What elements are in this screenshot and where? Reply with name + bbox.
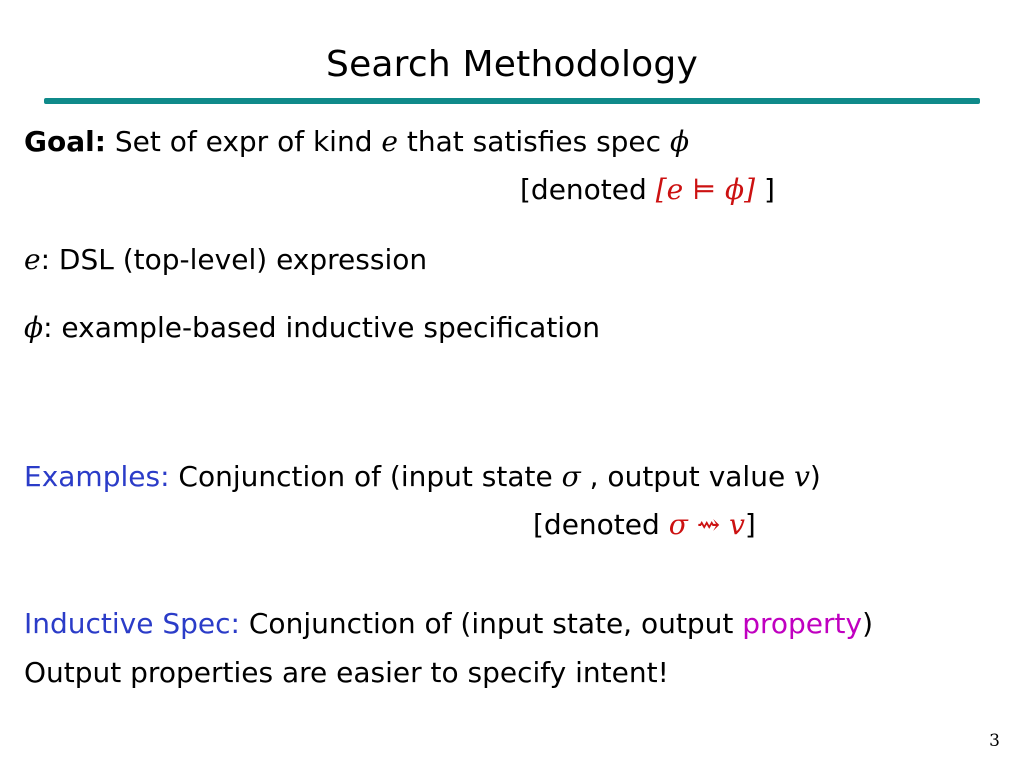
goal-line (24, 124, 689, 160)
phi-symbol: ϕ (24, 311, 44, 344)
goal-symbol-e: e (381, 125, 398, 158)
sigma-symbol: σ (561, 460, 581, 493)
e-definition-line (24, 242, 427, 278)
goal-denoted-line (520, 172, 775, 208)
inductive-spec-text-a: Conjunction of (input state, output (239, 607, 743, 640)
page-number: 3 (989, 731, 1000, 751)
property-word: property (742, 607, 863, 640)
goal-denoted-close: ] (755, 173, 775, 206)
v-symbol: v (794, 460, 810, 493)
title-underline (44, 98, 980, 104)
goal-label: Goal: (24, 125, 106, 158)
goal-symbol-phi: ϕ (669, 125, 690, 158)
examples-denoted-line (533, 507, 756, 543)
examples-text-c: ) (809, 460, 821, 493)
phi-definition-line (24, 310, 600, 346)
inductive-spec-line (24, 606, 873, 642)
examples-denoted-expression: σ ⇝ v (668, 508, 745, 541)
phi-definition-text: : example-based inductive specification (43, 311, 600, 344)
goal-text-a: Set of expr of kind (105, 125, 382, 158)
slide-title: Search Methodology (326, 44, 698, 85)
inductive-spec-text-b: ) (862, 607, 874, 640)
goal-denoted-open: [denoted (520, 173, 656, 206)
examples-text-a: Conjunction of (input state (169, 460, 562, 493)
e-definition-text: : DSL (top-level) expression (40, 243, 428, 276)
examples-text-b: , output value (580, 460, 795, 493)
examples-denoted-open: [denoted (533, 508, 669, 541)
goal-text-b: that satisfies spec (397, 125, 670, 158)
examples-line (24, 459, 821, 495)
goal-denoted-expression: [e ⊨ ϕ] (655, 173, 756, 206)
examples-denoted-close: ] (744, 508, 756, 541)
e-symbol: e (24, 243, 41, 276)
inductive-spec-label: Inductive Spec: (24, 607, 240, 640)
closing-statement: Output properties are easier to specify intent! (24, 656, 669, 689)
examples-label: Examples: (24, 460, 170, 493)
